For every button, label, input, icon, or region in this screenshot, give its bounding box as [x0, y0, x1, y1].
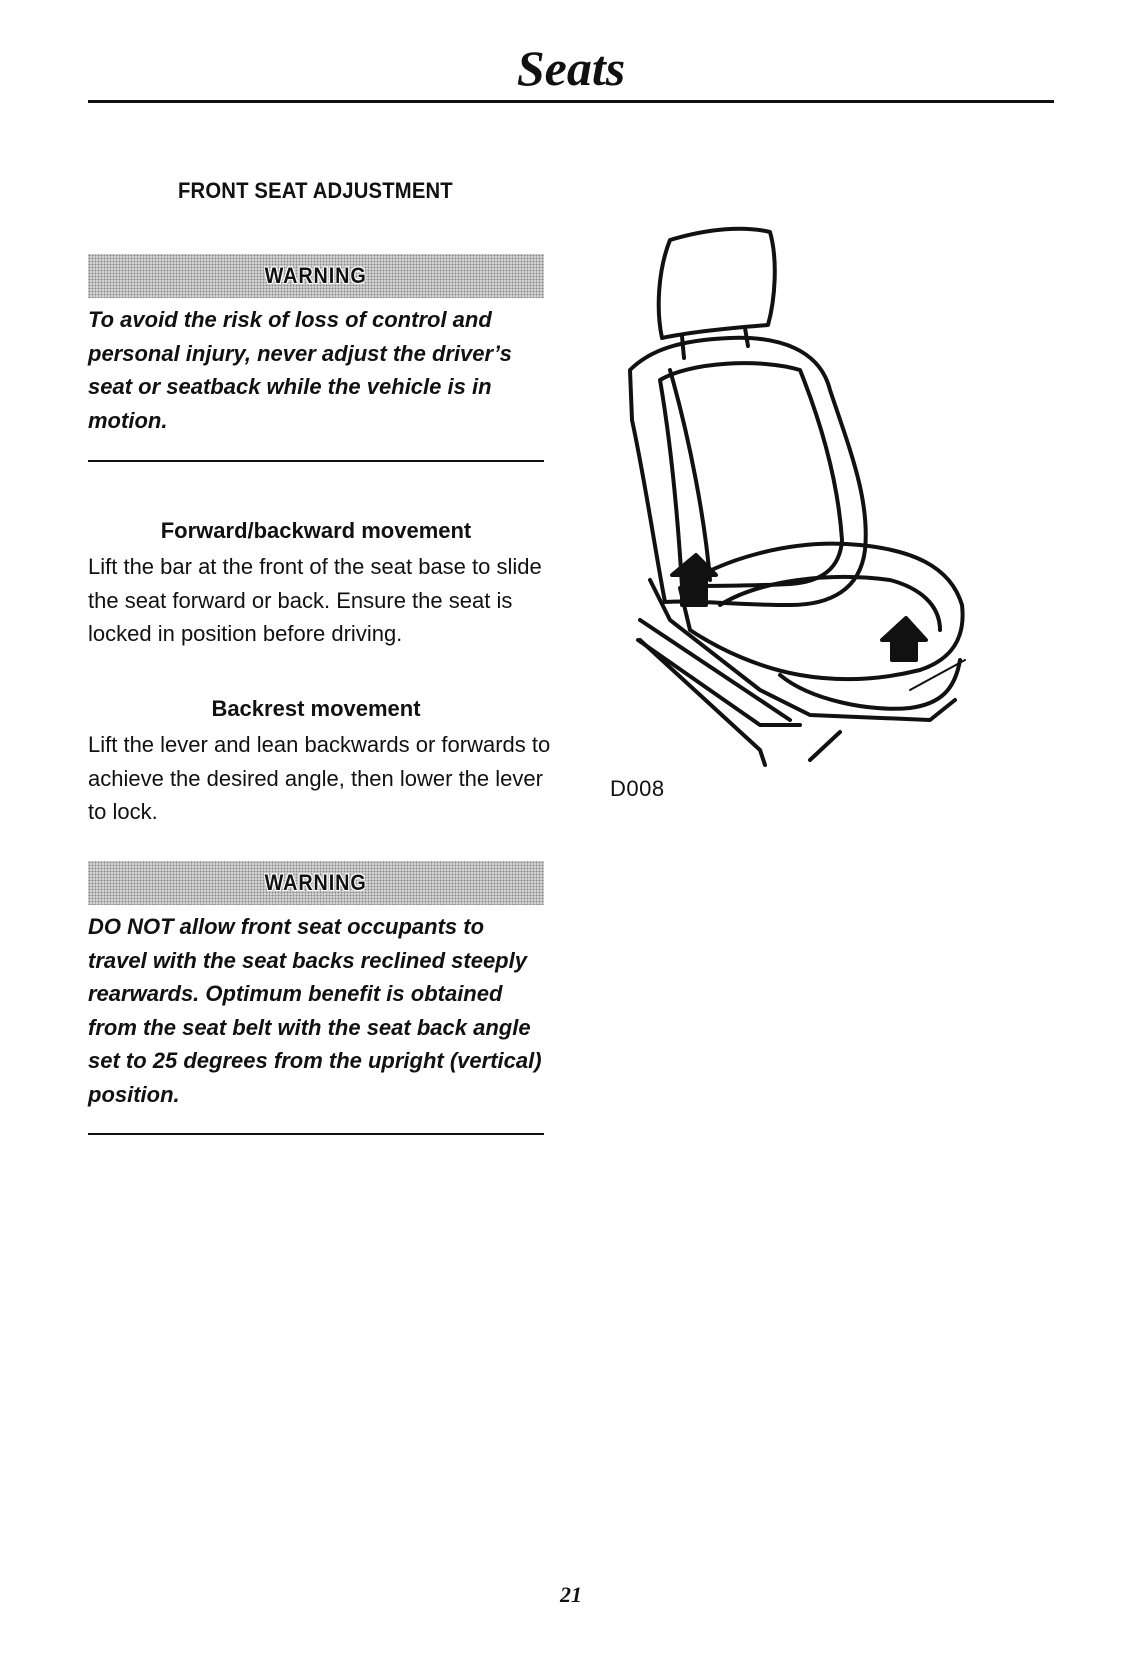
- headrest-post: [682, 336, 684, 358]
- subsection-heading: Backrest movement: [211, 696, 421, 721]
- divider: [88, 1133, 544, 1135]
- warning-label: WARNING: [264, 870, 367, 895]
- backrest-seam: [670, 370, 710, 580]
- title-rule: [88, 100, 1054, 103]
- warning-text: DO NOT allow front seat occupants to travel with the seat backs reclined steeply rearwards. Optimum benefit is obtained from the seat belt with the seat back angle set to 25 degrees from the upright (vertical) position.: [88, 914, 542, 1107]
- bar-arrow-icon: [882, 618, 926, 660]
- seat-rail: [640, 620, 790, 720]
- subsection-body: Lift the bar at the front of the seat base to slide the seat forward or back. Ensure the seat is locked in position before driving.: [88, 554, 542, 646]
- subsection-body: Lift the lever and lean backwards or forwards to achieve the desired angle, then lower the lever to lock.: [88, 732, 551, 824]
- subsection-heading: Forward/backward movement: [160, 518, 472, 543]
- divider: [88, 460, 544, 462]
- warning-label: WARNING: [264, 263, 367, 288]
- figure-label: D008: [610, 776, 665, 801]
- section-heading: FRONT SEAT ADJUSTMENT: [178, 178, 453, 203]
- page-number: 21: [560, 1582, 582, 1607]
- warning-banner: [88, 861, 544, 905]
- page-title: Seats: [516, 40, 626, 96]
- floor-line: [810, 732, 840, 760]
- cushion-front: [780, 660, 960, 709]
- car-seat-illustration-icon: [610, 220, 1030, 820]
- headrest-shape: [659, 229, 775, 338]
- backrest-panel: [660, 363, 842, 586]
- warning-banner: [88, 254, 544, 298]
- warning-text: To avoid the risk of loss of control and personal injury, never adjust the driver’s seat or seatback while the vehicle is in motion.: [88, 307, 512, 433]
